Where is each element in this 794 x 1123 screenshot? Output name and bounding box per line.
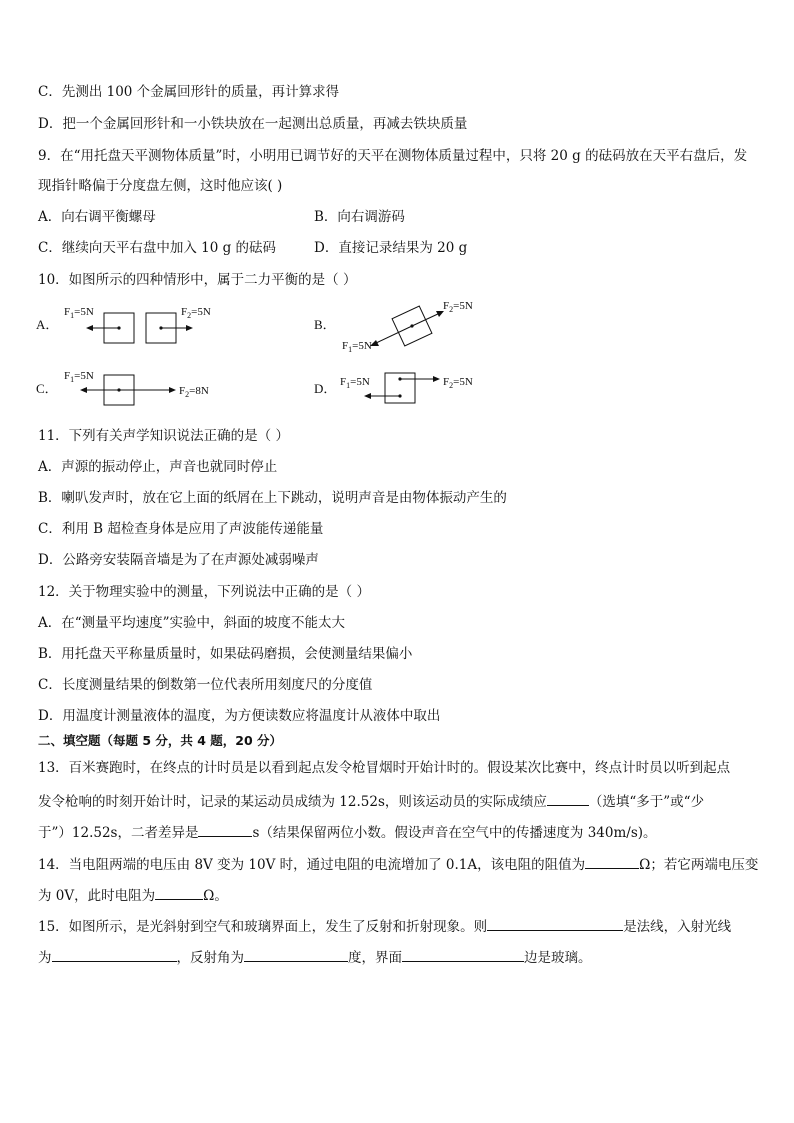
q13-blank-1[interactable] — [547, 791, 589, 806]
q13-line3 — [38, 822, 657, 842]
q15-line2 — [38, 947, 592, 967]
q14-blank-2[interactable] — [155, 885, 203, 900]
q15-blank-4[interactable] — [402, 947, 524, 962]
figure-b — [312, 296, 502, 356]
figure-d-label: D． — [314, 381, 337, 396]
figure-c-label: C． — [36, 381, 58, 396]
q9-option-c: C．继续向天平右盘中加入 10 g 的砝码 — [38, 240, 277, 256]
q12-stem: 12．关于物理实验中的测量，下列说法中正确的是（ ） — [38, 584, 370, 600]
q12-option-a: A．在“测量平均速度”实验中，斜面的坡度不能太大 — [38, 615, 346, 631]
arrow-right-icon — [169, 387, 176, 393]
q12-option-b: B．用托盘天平称量质量时，如果砝码磨损，会使测量结果偏小 — [38, 646, 413, 662]
figure-d — [312, 366, 502, 411]
q9-stem-line1: 9．在“用托盘天平测物体质量”时，小明用已调节好的天平在测物体质量过程中，只将 20 g 的砝码放在天平右盘后，发 — [38, 148, 748, 164]
q9-option-a: A．向右调平衡螺母 — [38, 209, 156, 225]
q14-blank-1[interactable] — [585, 854, 639, 869]
q12-option-c: C．长度测量结果的倒数第一位代表所用刻度尺的分度值 — [38, 677, 373, 693]
figure-a — [36, 300, 236, 350]
q14-line2 — [38, 885, 228, 905]
q9-option-d: D．直接记录结果为 20 g — [314, 240, 468, 256]
q15-text: 为 — [38, 950, 52, 966]
q15-blank-3[interactable] — [244, 947, 348, 962]
q12-option-d: D．用温度计测量液体的温度，为方便读数应将温度计从液体中取出 — [38, 708, 441, 724]
q13-text: 于”）12.52s，二者差异是 — [38, 825, 199, 841]
svg-text:F2=8N: $F_2=8N$ — [179, 385, 209, 399]
q11-option-b: B．喇叭发声时，放在它上面的纸屑在上下跳动，说明声音是由物体振动产生的 — [38, 490, 507, 506]
q10-stem: 10．如图所示的四种情形中，属于二力平衡的是（ ） — [38, 272, 357, 288]
q13-text: 发令枪响的时刻开始计时，记录的某运动员成绩为 12.52s，则该运动员的实际成绩应 — [38, 794, 547, 810]
svg-text:F1=5N: $F_1=5N$ — [342, 340, 372, 354]
q14-text: Ω；若它两端电压变 — [639, 857, 759, 873]
arrow-right-icon — [186, 325, 193, 331]
q15-line1 — [38, 916, 731, 936]
q9-stem-line2: 现指针略偏于分度盘左侧，这时他应该( ) — [38, 178, 283, 194]
q13-line1: 13．百米赛跑时，在终点的计时员是以看到起点发令枪冒烟时开始计时的。假设某次比赛中，终点计时员以听到起点 — [38, 760, 731, 776]
svg-text:F2=5N: $F_2=5N$ — [443, 300, 473, 314]
q11-option-a: A．声源的振动停止，声音也就同时停止 — [38, 459, 278, 475]
q11-option-c: C．利用 B 超检查身体是应用了声波能传递能量 — [38, 521, 324, 537]
figure-b-label: B． — [314, 317, 336, 332]
q15-text: 是法线，入射光线 — [623, 919, 732, 935]
q13-line2 — [38, 791, 704, 811]
svg-text:F1=5N: $F_1=5N$ — [64, 306, 94, 320]
q13-text: s（结果保留两位小数。假设声音在空气中的传播速度为 340m/s)。 — [252, 825, 657, 841]
q15-text: 15．如图所示，是光斜射到空气和玻璃界面上，发生了反射和折射现象。则 — [38, 919, 488, 935]
section-heading: 二、填空题（每题 5 分，共 4 题，20 分） — [38, 733, 283, 748]
q15-text: 度，界面 — [348, 950, 402, 966]
q15-text: 边是玻璃。 — [524, 950, 592, 966]
svg-text:F1=5N: $F_1=5N$ — [64, 370, 94, 384]
q11-stem: 11．下列有关声学知识说法正确的是（ ） — [38, 428, 289, 444]
svg-text:F2=5N: $F_2=5N$ — [181, 306, 211, 320]
svg-text:F2=5N: $F_2=5N$ — [443, 376, 473, 390]
q13-blank-2[interactable] — [198, 822, 252, 837]
q9-option-b: B．向右调游码 — [314, 209, 405, 225]
q11-option-d: D．公路旁安装隔音墙是为了在声源处减弱噪声 — [38, 552, 319, 568]
q8-option-c: C．先测出 100 个金属回形针的质量，再计算求得 — [38, 84, 340, 100]
q14-line1 — [38, 854, 758, 874]
q14-text: 14．当电阻两端的电压由 8V 变为 10V 时，通过电阻的电流增加了 0.1A，该电阻的阻值为 — [38, 857, 586, 873]
arrow-left-icon — [80, 387, 87, 393]
figure-a-label: A． — [36, 317, 59, 332]
svg-text:F1=5N: $F_1=5N$ — [340, 376, 370, 390]
q13-text: （选填“多于”或“少 — [588, 794, 705, 810]
arrow-right-icon — [433, 376, 440, 382]
figure-c — [36, 366, 256, 411]
q15-blank-2[interactable] — [52, 947, 177, 962]
q14-text: Ω。 — [203, 888, 228, 904]
q15-blank-1[interactable] — [487, 916, 623, 931]
q15-text: ，反射角为 — [176, 950, 244, 966]
arrow-left-icon — [364, 393, 371, 399]
q8-option-d: D．把一个金属回形针和一小铁块放在一起测出总质量，再减去铁块质量 — [38, 116, 468, 132]
arrow-left-icon — [86, 325, 93, 331]
q14-text: 为 0V，此时电阻为 — [38, 888, 156, 904]
